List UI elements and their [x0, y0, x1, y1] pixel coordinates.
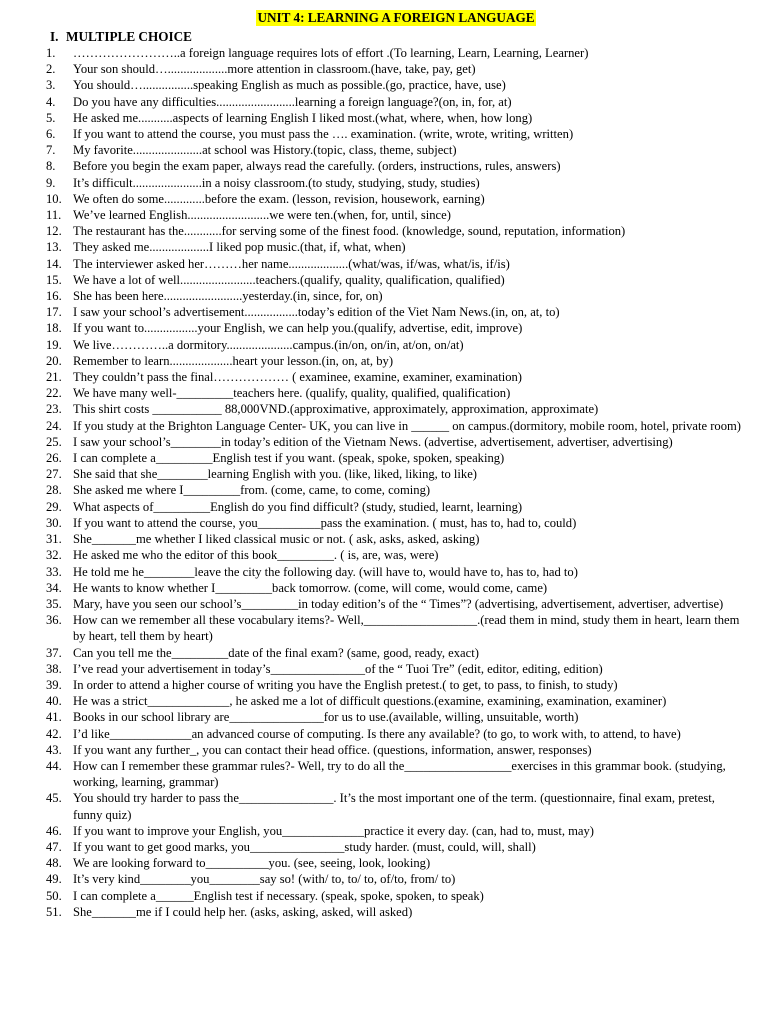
question-item — [46, 191, 746, 207]
question-item — [46, 77, 746, 93]
question-text: Can you tell me the_________date of the final exam? (same, good, ready, exact) — [73, 645, 479, 660]
question-number: 26. — [46, 451, 62, 466]
question-text: Books in our school library are_______________for us to use.(available, willing, unsuitable, worth) — [73, 710, 579, 725]
question-item — [46, 272, 746, 288]
question-number: 2. — [46, 62, 56, 77]
question-item — [46, 612, 746, 644]
question-text: This shirt costs ___________ 88,000VND.(approximative, approximately, approximation, approximate) — [73, 402, 599, 417]
question-number: 41. — [46, 710, 62, 725]
question-item — [46, 434, 746, 450]
question-item — [46, 337, 746, 353]
question-number: 15. — [46, 272, 62, 287]
question-text: How can I remember these grammar rules?- Well, try to do all the_________________exercises in this grammar book. (studying, working, learning, grammar) — [73, 758, 726, 790]
question-item — [46, 580, 746, 596]
question-number: 35. — [46, 596, 62, 611]
question-text: If you want to get good marks, you_______________study harder. (must, could, will, shall) — [73, 839, 536, 854]
question-text: I can complete a_________English test if you want. (speak, spoke, spoken, speaking) — [73, 451, 505, 466]
question-item — [46, 126, 746, 142]
question-item — [46, 482, 746, 498]
question-text: I saw your school’s advertisement.................today’s edition of the Viet Nam News.(in, on, at, to) — [73, 305, 560, 320]
question-text: The restaurant has the............for serving some of the finest food. (knowledge, sound, reputation, information) — [73, 224, 626, 239]
question-item — [46, 61, 746, 77]
question-number: 30. — [46, 515, 62, 530]
question-text: Remember to learn....................heart your lesson.(in, on, at, by) — [73, 353, 394, 368]
question-text: It’s very kind________you________say so! (with/ to, to/ to, of/to, from/ to) — [73, 872, 456, 887]
question-text: Do you have any difficulties.........................learning a foreign language?(on, in, for, at) — [73, 94, 512, 109]
question-number: 10. — [46, 191, 62, 206]
question-number: 36. — [46, 613, 62, 628]
question-item — [46, 142, 746, 158]
question-number: 38. — [46, 661, 62, 676]
question-item — [46, 45, 746, 61]
question-number: 8. — [46, 159, 56, 174]
question-text: What aspects of_________English do you find difficult? (study, studied, learnt, learning) — [73, 499, 523, 514]
question-text: ……………………..a foreign language requires lots of effort .(To learning, Learn, Learning, Learner) — [73, 46, 589, 60]
question-text: He wants to know whether I_________back tomorrow. (come, will come, would come, came) — [73, 580, 548, 595]
question-number: 3. — [46, 78, 56, 93]
question-text: If you want to attend the course, you__________pass the examination. ( must, has to, had to, could) — [73, 515, 577, 530]
question-number: 24. — [46, 418, 62, 433]
question-text: You should…................speaking English as much as possible.(go, practice, have, use) — [73, 78, 506, 93]
question-item — [46, 450, 746, 466]
question-number: 50. — [46, 888, 62, 903]
question-item — [46, 207, 746, 223]
section-label: MULTIPLE CHOICE — [66, 29, 192, 44]
question-item — [46, 547, 746, 563]
question-item — [46, 709, 746, 725]
question-text: If you want to attend the course, you must pass the …. examination. (write, wrote, writing, written) — [73, 127, 574, 142]
question-item — [46, 304, 746, 320]
question-text: If you want any further_, you can contact their head office. (questions, information, answer, responses) — [73, 742, 592, 757]
question-text: I can complete a______English test if necessary. (speak, spoke, spoken, to speak) — [73, 888, 484, 903]
question-text: We are looking forward to__________you. (see, seeing, look, looking) — [73, 856, 431, 871]
question-item — [46, 353, 746, 369]
question-text: We’ve learned English..........................we were ten.(when, for, until, since) — [73, 208, 451, 223]
question-text: The interviewer asked her………her name...................(what/was, if/was, what/is, if/is) — [73, 256, 510, 271]
question-text: If you want to.................your English, we can help you.(qualify, advertise, edit, improve) — [73, 321, 523, 336]
question-number: 5. — [46, 110, 56, 125]
question-number: 32. — [46, 548, 62, 563]
question-text: We live…………..a dormitory.....................campus.(in/on, on/in, at/on, on/at) — [73, 337, 464, 352]
question-number: 28. — [46, 483, 62, 498]
question-number: 39. — [46, 677, 62, 692]
question-item — [46, 369, 746, 385]
question-text: She_______me if I could help her. (asks, asking, asked, will asked) — [73, 904, 413, 919]
question-number: 9. — [46, 175, 56, 190]
question-text: It’s difficult......................in a noisy classroom.(to study, studying, study, studies) — [73, 175, 480, 190]
question-text: He told me he________leave the city the following day. (will have to, would have to, has to, had to) — [73, 564, 578, 579]
question-text: Your son should…...................more attention in classroom.(have, take, pay, get) — [73, 62, 476, 77]
question-text: They asked me...................I liked pop music.(that, if, what, when) — [73, 240, 406, 255]
page-title: UNIT 4: LEARNING A FOREIGN LANGUAGE — [257, 10, 535, 25]
question-number: 22. — [46, 386, 62, 401]
question-text: She said that she________learning English with you. (like, liked, liking, to like) — [73, 467, 477, 482]
question-number: 49. — [46, 872, 62, 887]
question-text: He asked me who the editor of this book_________. ( is, are, was, were) — [73, 548, 439, 563]
question-text: If you want to improve your English, you_____________practice it every day. (can, had to, must, may) — [73, 823, 595, 838]
question-item — [46, 564, 746, 580]
question-number: 42. — [46, 726, 62, 741]
question-text: She_______me whether I liked classical music or not. ( ask, asks, asked, asking) — [73, 532, 480, 547]
question-item — [46, 499, 746, 515]
question-number: 12. — [46, 224, 62, 239]
question-list — [46, 45, 746, 920]
question-number: 34. — [46, 580, 62, 595]
question-text: If you study at the Brighton Language Center- UK, you can live in ______ on campus.(dormitory, mobile room, hotel, private room) — [73, 418, 742, 433]
question-item — [46, 596, 746, 612]
question-text: She has been here.........................yesterday.(in, since, for, on) — [73, 289, 383, 304]
question-text: In order to attend a higher course of writing you have the English pretest.( to get, to pass, to finish, to study) — [73, 677, 618, 692]
question-number: 20. — [46, 353, 62, 368]
question-text: He asked me...........aspects of learning English I liked most.(what, where, when, how long) — [73, 110, 533, 125]
question-item — [46, 418, 746, 434]
question-item — [46, 823, 746, 839]
question-number: 33. — [46, 564, 62, 579]
question-text: We have a lot of well........................teachers.(qualify, quality, qualification, qualified) — [73, 272, 505, 287]
question-number: 1. — [46, 46, 56, 60]
question-number: 23. — [46, 402, 62, 417]
question-text: She asked me where I_________from. (come, came, to come, coming) — [73, 483, 431, 498]
question-text: They couldn’t pass the final……………… ( examinee, examine, examiner, examination) — [73, 370, 523, 385]
question-item — [46, 758, 746, 790]
question-number: 6. — [46, 127, 56, 142]
question-item — [46, 385, 746, 401]
question-item — [46, 871, 746, 887]
question-number: 46. — [46, 823, 62, 838]
question-text: You should try harder to pass the_______________. It’s the most important one of the term. (questionnaire, final exam, pretest, funny quiz) — [73, 791, 715, 822]
question-text: I’ve read your advertisement in today’s_______________of the “ Tuoi Tre” (edit, editor, editing, edition) — [73, 661, 603, 676]
question-item — [46, 790, 746, 822]
question-number: 25. — [46, 434, 62, 449]
question-text: My favorite......................at school was History.(topic, class, theme, subject) — [73, 143, 457, 158]
title-row — [46, 10, 746, 28]
question-number: 13. — [46, 240, 62, 255]
question-number: 40. — [46, 694, 62, 709]
question-text: How can we remember all these vocabulary items?- Well,__________________.(read them in mind, study them in heart, learn them by heart, tell them by heart) — [73, 613, 740, 644]
question-text: Before you begin the exam paper, always read the carefully. (orders, instructions, rules, answers) — [73, 159, 561, 174]
question-item — [46, 239, 746, 255]
question-item — [46, 110, 746, 126]
question-item — [46, 158, 746, 174]
question-item — [46, 401, 746, 417]
question-number: 51. — [46, 904, 62, 919]
question-item — [46, 839, 746, 855]
question-number: 4. — [46, 94, 56, 109]
question-item — [46, 320, 746, 336]
question-text: I’d like_____________an advanced course of computing. Is there any available? (to go, to work with, to attend, to have) — [73, 726, 681, 741]
question-item — [46, 515, 746, 531]
question-item — [46, 855, 746, 871]
question-text: He was a strict_____________, he asked me a lot of difficult questions.(examine, examining, examination, examiner) — [73, 694, 667, 709]
question-number: 14. — [46, 256, 62, 271]
question-text: We have many well-_________teachers here. (qualify, quality, qualified, qualification) — [73, 386, 511, 401]
question-number: 21. — [46, 370, 62, 385]
question-text: I saw your school’s________in today’s edition of the Vietnam News. (advertise, advertisement, advertiser, advertising) — [73, 434, 673, 449]
question-text: We often do some.............before the exam. (lesson, revision, housework, earning) — [73, 191, 485, 206]
question-number: 18. — [46, 321, 62, 336]
question-number: 11. — [46, 208, 62, 223]
question-number: 45. — [46, 791, 62, 806]
section-number: I. — [50, 29, 59, 44]
question-number: 17. — [46, 305, 62, 320]
question-item — [46, 223, 746, 239]
question-number: 7. — [46, 143, 56, 158]
question-item — [46, 531, 746, 547]
question-item — [46, 94, 746, 110]
question-number: 19. — [46, 337, 62, 352]
question-number: 31. — [46, 532, 62, 547]
question-item — [46, 904, 746, 920]
question-item — [46, 742, 746, 758]
question-item — [46, 693, 746, 709]
question-number: 37. — [46, 645, 62, 660]
question-item — [46, 466, 746, 482]
question-number: 29. — [46, 499, 62, 514]
question-item — [46, 677, 746, 693]
question-number: 44. — [46, 758, 62, 773]
question-number: 27. — [46, 467, 62, 482]
question-number: 48. — [46, 856, 62, 871]
question-text: Mary, have you seen our school’s_________in today edition’s of the “ Times”? (advertising, advertisement, advertiser, advertise) — [73, 596, 724, 611]
question-item — [46, 288, 746, 304]
question-item — [46, 661, 746, 677]
question-number: 43. — [46, 742, 62, 757]
question-number: 47. — [46, 839, 62, 854]
question-number: 16. — [46, 289, 62, 304]
question-item — [46, 888, 746, 904]
section-heading — [50, 29, 746, 45]
question-item — [46, 645, 746, 661]
question-item — [46, 256, 746, 272]
question-item — [46, 175, 746, 191]
question-item — [46, 726, 746, 742]
